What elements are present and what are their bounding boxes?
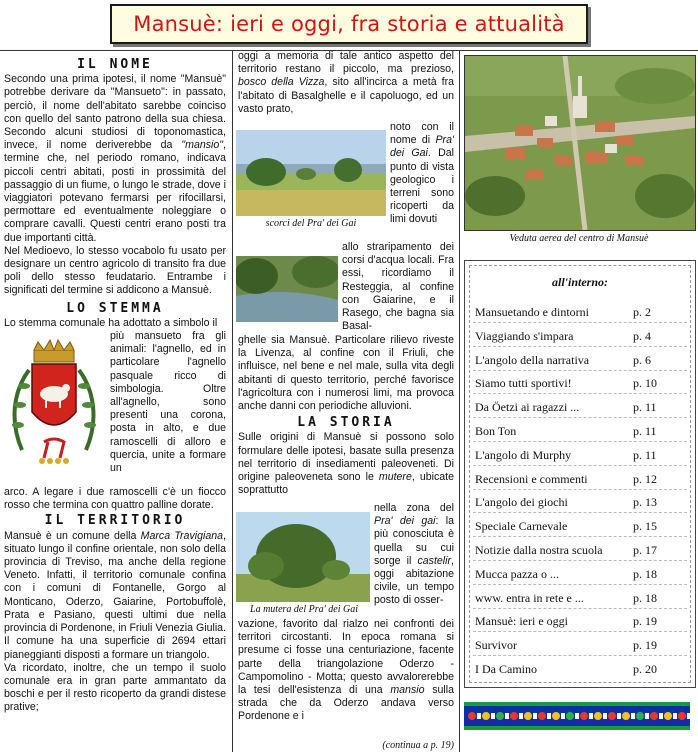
decorative-dot	[482, 712, 490, 720]
intro-paragraph: oggi a memoria di tale antico aspetto del territorio restano il piccolo, ma prezioso, bosco della Vizza, sito all'incirca a metà fra l'abitato di Basalghelle e il capoluogo, ed un vasto prato,	[238, 50, 454, 115]
decorative-bar	[533, 713, 537, 719]
toc-item	[475, 495, 685, 517]
column-middle	[238, 50, 454, 116]
storia-paragraph: Sulle origini di Mansuè si possono solo formulare delle ipotesi, basate sulla presenza nel territorio di insediamenti paleoveneti. Di origine paleoveneta sono le mutere, ubicate soprattutto	[238, 431, 454, 497]
toc-separator	[473, 560, 687, 561]
aerial-caption: Veduta aerea del centro di Mansuè	[509, 233, 649, 244]
toc-separator	[473, 465, 687, 466]
toc-item	[475, 638, 685, 660]
toc-item	[475, 329, 685, 351]
caption-mutera: La mutera del Pra' dei Gai	[250, 604, 358, 615]
column-divider	[459, 50, 460, 752]
toc-item-page: p. 15	[633, 519, 657, 534]
toc-item	[475, 519, 685, 541]
toc-item-title: Da Öetzi ai ragazzi ...	[475, 400, 580, 415]
column-left	[4, 56, 226, 715]
column-divider	[232, 50, 233, 752]
toc-item-page: p. 11	[633, 400, 657, 415]
decorative-bar	[659, 713, 663, 719]
toc-item-page: p. 11	[633, 424, 657, 438]
toc-item-page: p. 10	[633, 376, 657, 391]
decorative-bar	[645, 713, 649, 719]
decorative-bar	[673, 713, 677, 719]
decorative-dot	[538, 712, 546, 720]
toc-item	[475, 472, 685, 494]
decorative-bar	[505, 713, 509, 719]
toc-item	[475, 662, 685, 684]
decorative-bar	[589, 713, 593, 719]
decorative-dot	[636, 712, 644, 720]
toc-separator	[473, 322, 687, 323]
heading-storia: LA STORIA	[297, 415, 395, 431]
toc-item-title: Siamo tutti sportivi!	[475, 376, 572, 391]
toc-separator	[473, 489, 687, 490]
toc-heading: all'interno:	[551, 275, 608, 289]
toc-item-title: Survivor	[475, 638, 517, 653]
page-title: Mansuè: ieri e oggi, fra storia e attualità	[133, 12, 565, 36]
toc-item-title: Viaggiando s'impara	[475, 328, 574, 343]
toc-item-title: Mucca pazza o ...	[475, 566, 559, 581]
toc-separator	[473, 631, 687, 632]
decorative-bar	[477, 713, 481, 719]
decorative-bar	[547, 713, 551, 719]
decorative-dot	[650, 712, 658, 720]
toc-item	[475, 353, 685, 375]
decorative-dot	[496, 712, 504, 720]
stemma-end: arco. A legare i due ramoscelli c'è un fiocco rosso che termina con quattro palline dorate.	[4, 486, 226, 512]
aerial-photo	[464, 55, 696, 231]
noto-block: noto con il nome di Pra' dei Gai. Dal punto di vista geologico i terreni sono ricoperti da limi dovuti	[390, 121, 454, 226]
toc-item-title: Bon Ton	[475, 424, 517, 438]
toc-item-title: Speciale Carnevale	[475, 519, 568, 534]
nome-paragraph-2: Nel Medioevo, lo stesso vocabolo fu usato per designare un centro agricolo di transito fra due poli dello stesso feudatario. Entrambe i significati del termine si addicono a Mansuè.	[4, 244, 226, 297]
toc-item-title: www. entra in rete e ...	[475, 590, 584, 605]
toc-separator	[473, 655, 687, 656]
stemma-intro: Lo stemma comunale ha adottato a simbolo il	[4, 316, 218, 329]
decorative-dot	[552, 712, 560, 720]
continua-note: (continua a p. 19)	[382, 740, 454, 751]
decorative-bar	[603, 713, 607, 719]
toc-item-page: p. 19	[633, 638, 657, 653]
decorative-dot	[510, 712, 518, 720]
toc-separator	[473, 370, 687, 371]
toc-item	[475, 305, 685, 327]
decorative-bar	[519, 713, 523, 719]
decorative-bar	[561, 713, 565, 719]
toc-item-page: p. 17	[633, 543, 657, 557]
toc-item-page: p. 19	[633, 614, 657, 629]
nome-paragraph: Secondo una prima ipotesi, il nome "Mansuè" potrebbe derivare da "Mansueto": in passato, perciò, il nome dell'abitato sarebbe coinciso con quello del santo patrono della sua chiesa. Secondo alcuni studiosi di toponomastica, invece, il nome deriverebbe da "mansio", termine che, nel periodo romano, indicava piccoli centri abitati, posti in prossimità del passaggio di un fiume, o lungo le strade, dove i viaggiatori potevano fermarsi per rifocillarsi, permottare ed eventualmente noleggiare o comprare cavalli. Questi centri erano posti tra due importanti città.	[4, 73, 226, 244]
toc-item-title: L'angolo della narrativa	[475, 352, 590, 367]
toc-item	[475, 424, 685, 446]
epoca-block: vazione, favorito dal rialzo nei confronti dei territori circostanti. In epoca romana si presume ci fosse una centuriazione, facente parte della triangolazione Oderzo - Campomolino - Motta; questo avvalorerebbe la tesi dell'esistenza di una mansio sulla strada che da Oderzo andava verso Pordenone e i	[238, 618, 454, 723]
toc-separator	[473, 417, 687, 418]
toc-item-title: L'angolo dei giochi	[475, 495, 568, 510]
photo-river	[236, 256, 338, 322]
toc-item	[475, 376, 685, 398]
toc-separator	[473, 346, 687, 347]
decorative-dot	[622, 712, 630, 720]
decorative-dot	[594, 712, 602, 720]
decorative-dot	[566, 712, 574, 720]
livenza-block: ghelle sia Mansuè. Particolare rilievo riveste la Livenza, al confine con il Friuli, che influisce, nel bene e nel male, sulla vita degli abitanti di questo territorio, perché favorisce l'agricoltura con i numerosi limi, ma provoca anche danni con periodiche alluvioni. LA STORIA Sulle origini di Mansuè si possono solo formulare delle ipotesi, basate sulla presenza nel territorio di insediamenti paleoveneti. Di origine paleoveneta sono le mutere, ubicate soprattutto	[238, 334, 454, 497]
toc-item-title: Mansuetando e dintorni	[475, 305, 589, 319]
toc-item-title: Recensioni e commenti	[475, 471, 588, 486]
toc-item	[475, 567, 685, 589]
toc-separator	[473, 441, 687, 442]
toc-item-page: p. 6	[633, 352, 651, 367]
toc-item-page: p. 18	[633, 566, 657, 581]
photo-mutera	[236, 512, 370, 602]
toc-item-page: p. 12	[633, 471, 657, 486]
toc-item	[475, 400, 685, 422]
toc-separator	[473, 393, 687, 394]
decorative-dot	[468, 712, 476, 720]
decorative-dot	[580, 712, 588, 720]
caption-pra-dei-gai: scorci del Pra' dei Gai	[265, 218, 357, 229]
photo-pra-dei-gai-1	[236, 130, 386, 216]
toc-item-page: p. 13	[633, 495, 657, 510]
decorative-dot	[524, 712, 532, 720]
decorative-dot	[608, 712, 616, 720]
decorative-bar	[631, 713, 635, 719]
toc-item-title: I Da Camino	[475, 662, 537, 676]
territorio-paragraph-3: Va ricordato, inoltre, che un tempo il suolo comunale era in gran parte ammantato da boschi e per il resto ricoperto da grandi distese prative;	[4, 661, 226, 714]
toc-item-title: Mansuè: ieri e oggi	[475, 614, 568, 629]
toc-item	[475, 614, 685, 636]
decorative-bar	[491, 713, 495, 719]
table-of-contents	[464, 260, 696, 688]
decorative-bar	[687, 713, 690, 719]
toc-item	[475, 543, 685, 565]
territorio-paragraph: Mansuè è un comune della Marca Travigiana, situato lungo il confine orientale, non solo della provincia di Treviso, ma anche della regione Veneto. Infatti, il territorio comunale confina con i comuni di Fontanelle, Gorgo al Monticano, Oderzo, Gaiarine, Portobuffolè, Prata e Pasiano, questi ultimi due nella provincia di Pordenone, in Friuli Venezia Giulia.	[4, 529, 227, 635]
toc-item-page: p. 2	[633, 305, 651, 319]
toc-item-page: p. 18	[633, 590, 657, 605]
toc-item	[475, 448, 685, 470]
heading-nome: IL NOME	[77, 57, 153, 72]
decorative-bar	[617, 713, 621, 719]
toc-separator	[473, 512, 687, 513]
toc-item	[475, 591, 685, 613]
toc-separator	[473, 536, 687, 537]
toc-item-title: L'angolo di Murphy	[475, 447, 572, 462]
stra-block: allo straripamento dei corsi d'acqua locali. Fra essi, ricordiamo il Resteggia, al confine con Gaiarine, e il Rasego, che bagna sia Basal-	[342, 241, 454, 333]
toc-item-page: p. 11	[633, 447, 657, 462]
toc-item-page: p. 20	[633, 662, 657, 676]
toc-separator	[473, 608, 687, 609]
territorio-paragraph-2: Il comune ha una superficie di 2694 ettari pianeggianti disposti a formare un triangolo.	[4, 635, 226, 661]
coat-of-arms-image	[4, 330, 104, 486]
toc-separator	[473, 584, 687, 585]
decorative-dot	[678, 712, 686, 720]
toc-item-title: Notizie dalla nostra scuola	[475, 543, 603, 557]
stemma-body: più mansueto fra gli animali: l'agnello, ed in particolare l'agnello pasquale ricco di simbologia. Oltre all'agnello, sono presenti una corona, posta in alto, e due ramoscelli di alloro e quercia, unite a formare un	[110, 330, 226, 475]
decorative-dot	[664, 712, 672, 720]
toc-item-page: p. 4	[633, 328, 651, 343]
decorative-border	[464, 702, 690, 730]
zona-block: nella zona del Pra' dei gai: la più conosciuta è quella su cui sorge il castelir, oggi abitazione civile, un tempo posto di osser-	[374, 502, 454, 607]
heading-stemma: LO STEMMA	[66, 300, 164, 316]
heading-territorio: IL TERRITORIO	[44, 513, 186, 529]
title-banner	[110, 4, 588, 44]
decorative-bar	[575, 713, 579, 719]
